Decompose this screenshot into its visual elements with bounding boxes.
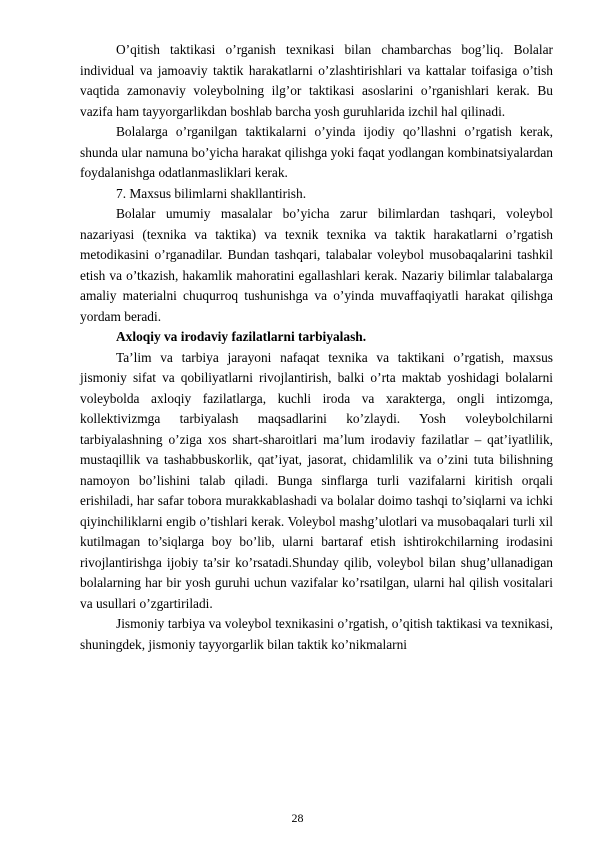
paragraph-education-process: Ta’lim va tarbiya jarayoni nafaqat texnika va taktikani o’rgatish, maxsus jismoniy sifat va qobiliyatlarni rivojlantirish, balki o’rta maktab yoshidagi bolalarni voleybolda axloqiy fazilatlarga, kuchli iroda va xarakterga, ongli intizomga, kollektivizmga tarbiyalash maqsadlarini ko’zlaydi. Yosh voleybolchilarni tarbiyalashning o’ziga xos shart-sharoitlari ma’lum irodaviy fazilatlar – qat’iyatlilik, mustaqillik va tashabbuskorlik, qat’iyat, jasorat, chidamlilik va o’zini tuta bilishning namoyon bo’lishini talab qiladi. Bunga sinflarga turli vazifalarni kiritish orqali erishiladi, har safar tobora murakkablashadi va bolalar doimo tashqi to’siqlarni va ichki qiyinchiliklarni engib o’tishlari kerak. Voleybol mashg’ulotlari va musobaqalari turli xil kutilmagan to’siqlarga boy bo’lib, ularni bartaraf etish ishtirokchilarning irodasini rivojlantirishga ijobiy ta’sir ko’rsatadi.Shunday qilib, voleybol bilan shug’ullanadigan bolalarning har bir yosh guruhi uchun vazifalar ko’rsatilgan, ularni hal qilish vositalari va usullari o’zgartiriladi.	[80, 349, 553, 611]
page-number: 28	[291, 811, 304, 825]
paragraph-physical-training: Jismoniy tarbiya va voleybol texnikasini o’rgatish, o’qitish taktikasi va texnikasi, shuningdek, jismoniy tayyorgarlik bilan taktik ko’nikmalarni	[80, 616, 553, 652]
document-page	[80, 40, 553, 655]
paragraph-teaching-tactics: O’qitish taktikasi o’rganish texnikasi bilan chambarchas bog’liq. Bolalar individual va jamoaviy taktik harakatlarni o’zlashtirishlari va kattalar toifasiga o’tish vaqtida zamonaviy voleybolning ilg’or taktikasi asoslarini o’rganishlari kerak. Bu vazifa ham tayyorgarlikdan boshlab barcha yosh guruhlarida izchil hal qilinadi.	[80, 42, 553, 119]
section-heading-moral-volitional: Axloqiy va irodaviy fazilatlarni tarbiyalash.	[116, 329, 367, 344]
paragraph-special-knowledge: Bolalar umumiy masalalar bo’yicha zarur bilimlardan tashqari, voleybol nazariyasi (texnika va taktika) va texnik texnika va taktik harakatlarni o’rgatish metodikasini o’rganadilar. Bundan tashqari, talabalar voleybol musobaqalarini tashkil etish va o’tkazish, hakamlik mahoratini egallashlari kerak. Nazariy bilimlar talabalarga amaliy materialni chuqurroq tushunishga va o’yinda muvaffaqiyatli harakat qilishga yordam beradi.	[80, 206, 553, 324]
paragraph-section-7-title: 7. Maxsus bilimlarni shakllantirish.	[116, 185, 307, 201]
paragraph-creative-application: Bolalarga o’rganilgan taktikalarni o’yinda ijodiy qo’llashni o’rgatish kerak, shunda ular namuna bo’yicha harakat qilishga yoki faqat yodlangan kombinatsiyalardan foydalanishga odatlanmasliklari kerak.	[80, 124, 553, 180]
